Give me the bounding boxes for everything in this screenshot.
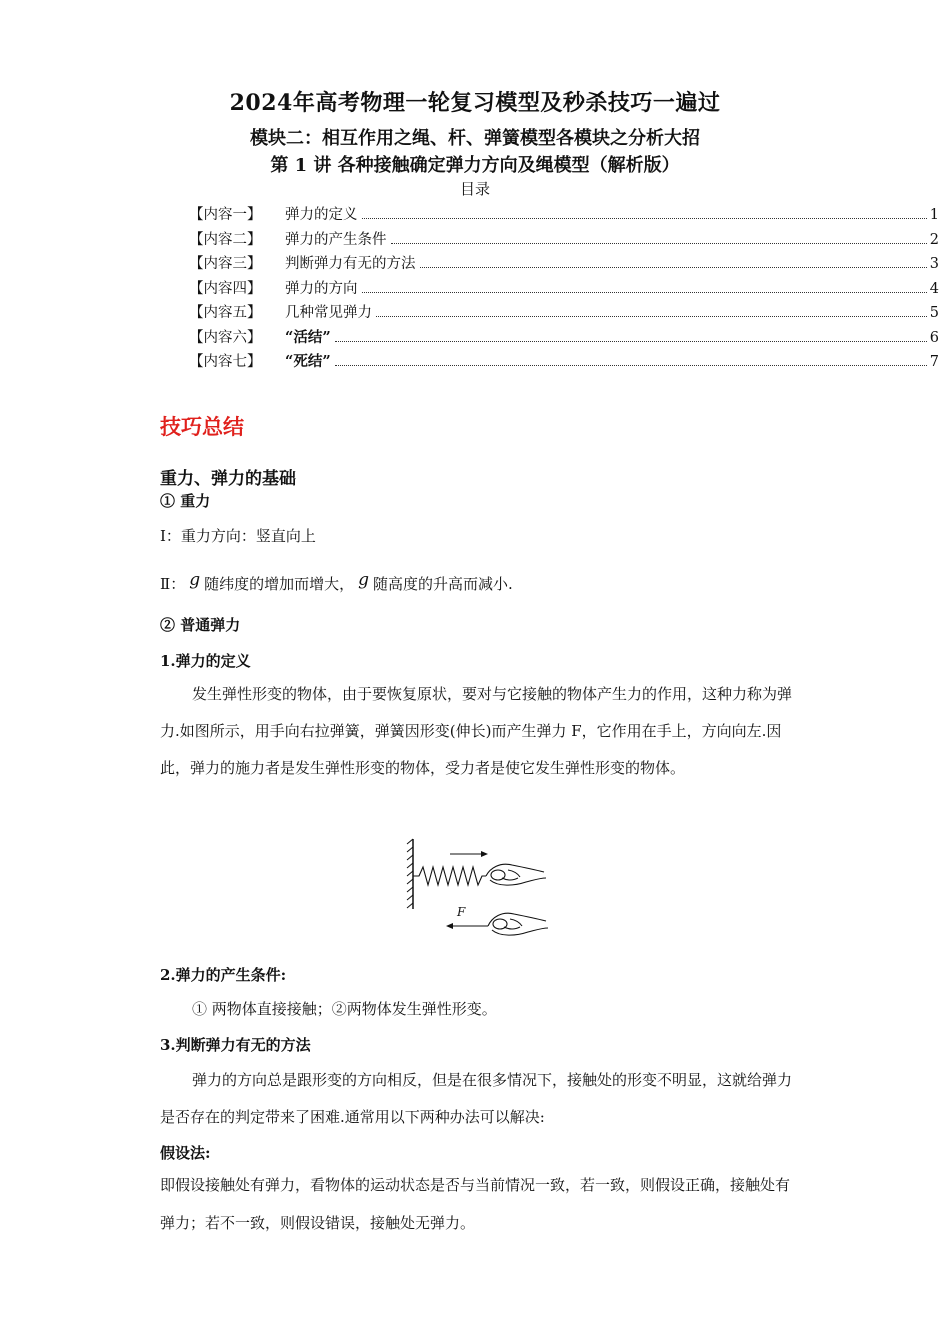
toc-entry-tag: 【内容七】: [189, 354, 262, 370]
toc-leader-dots: [420, 266, 928, 268]
latitude-text: 随纬度的增加而增大，: [204, 575, 355, 593]
document-title: 2024年高考物理一轮复习模型及秒杀技巧一遍过: [229, 90, 721, 116]
lecture-subtitle: 第 1 讲 各种接触确定弹力方向及绳模型（解析版）: [270, 155, 680, 176]
spring-hand-figure: [404, 834, 552, 942]
conditions-heading: 2.弹力的产生条件:: [160, 966, 287, 984]
toc-entry[interactable]: [189, 301, 939, 326]
gravity-heading: ① 重力: [160, 492, 211, 510]
toc-entry-page: 7: [929, 354, 939, 370]
toc-entry-text: 几种常见弹力: [285, 305, 372, 321]
lower-hand: [488, 913, 548, 935]
toc-leader-dots: [362, 291, 928, 293]
wall-hatching: [407, 839, 413, 908]
toc-entry-text: “死结”: [285, 353, 331, 370]
toc-entry-text: 弹力的定义: [285, 207, 358, 223]
hand-right-arrow: [450, 851, 488, 857]
upper-hand: [486, 864, 546, 885]
toc-leader-dots: [391, 242, 928, 244]
toc-entry-page: 3: [929, 256, 939, 272]
toc-entry[interactable]: [189, 252, 939, 277]
g-symbol: g: [358, 570, 369, 590]
gravity-variation-line: [160, 570, 513, 594]
table-of-contents: [189, 203, 939, 375]
toc-entry-page: 5: [929, 305, 939, 321]
toc-entry-tag: 【内容一】: [189, 207, 262, 223]
force-label: F: [457, 905, 466, 919]
toc-entry-tag: 【内容二】: [189, 231, 262, 248]
toc-entry[interactable]: [189, 228, 939, 253]
module-subtitle: 模块二：相互作用之绳、杆、弹簧模型各模块之分析大招: [250, 128, 700, 149]
toc-leader-dots: [362, 217, 928, 219]
toc-entry[interactable]: [189, 326, 939, 351]
toc-entry-text: 判断弹力有无的方法: [285, 256, 416, 272]
basics-heading: 重力、弹力的基础: [160, 469, 296, 489]
altitude-text: 随高度的升高而减小.: [373, 575, 513, 593]
force-left-arrow: [446, 923, 488, 929]
toc-entry-page: 1: [929, 207, 939, 223]
toc-leader-dots: [335, 364, 927, 366]
toc-entry-page: 6: [929, 329, 939, 346]
spring-coil: [413, 867, 486, 885]
toc-leader-dots: [335, 340, 927, 342]
toc-heading: 目录: [459, 180, 490, 198]
roman-two-label: Ⅱ：: [160, 575, 186, 593]
toc-entry[interactable]: [189, 350, 939, 375]
toc-entry-page: 2: [929, 231, 939, 248]
toc-entry-text: 弹力的方向: [285, 280, 358, 297]
toc-leader-dots: [376, 315, 927, 317]
toc-entry-text: “活结”: [285, 328, 331, 346]
hypothesis-heading: 假设法:: [160, 1144, 211, 1162]
section-title: 技巧总结: [160, 415, 244, 439]
judge-heading: 3.判断弹力有无的方法: [160, 1036, 311, 1054]
toc-entry-tag: 【内容三】: [189, 256, 262, 272]
hypothesis-paragraph: 即假设接触处有弹力，看物体的运动状态是否与当前情况一致，若一致，则假设正确，接触处有弹力；若不一致，则假设错误，接触处无弹力。: [160, 1176, 791, 1232]
toc-entry-page: 4: [929, 280, 939, 297]
toc-entry-text: 弹力的产生条件: [285, 231, 387, 248]
toc-entry[interactable]: [189, 203, 939, 228]
definition-paragraph: 发生弹性形变的物体，由于要恢复原状，要对与它接触的物体产生力的作用，这种力称为弹力.如图所示，用手向右拉弹簧，弹簧因形变(伸长)而产生弹力 F，它作用在手上，方向向左.因此，弹力的施力者是发生弹性形变的物体，受力者是使它发生弹性形变的物体。: [160, 685, 793, 777]
toc-entry-tag: 【内容六】: [189, 329, 262, 346]
elastic-heading: ② 普通弹力: [160, 616, 241, 634]
gravity-direction-line: I：重力方向：竖直向上: [160, 527, 316, 545]
conditions-text: ① 两物体直接接触；②两物体发生弹性形变。: [192, 1000, 497, 1018]
toc-entry[interactable]: [189, 277, 939, 302]
g-symbol: g: [189, 570, 201, 590]
definition-heading: 1.弹力的定义: [160, 652, 251, 670]
judge-paragraph: 弹力的方向总是跟形变的方向相反，但是在很多情况下，接触处的形变不明显，这就给弹力是否存在的判定带来了困难.通常用以下两种办法可以解决:: [160, 1071, 793, 1126]
toc-entry-tag: 【内容五】: [189, 305, 262, 321]
toc-entry-tag: 【内容四】: [189, 280, 262, 297]
